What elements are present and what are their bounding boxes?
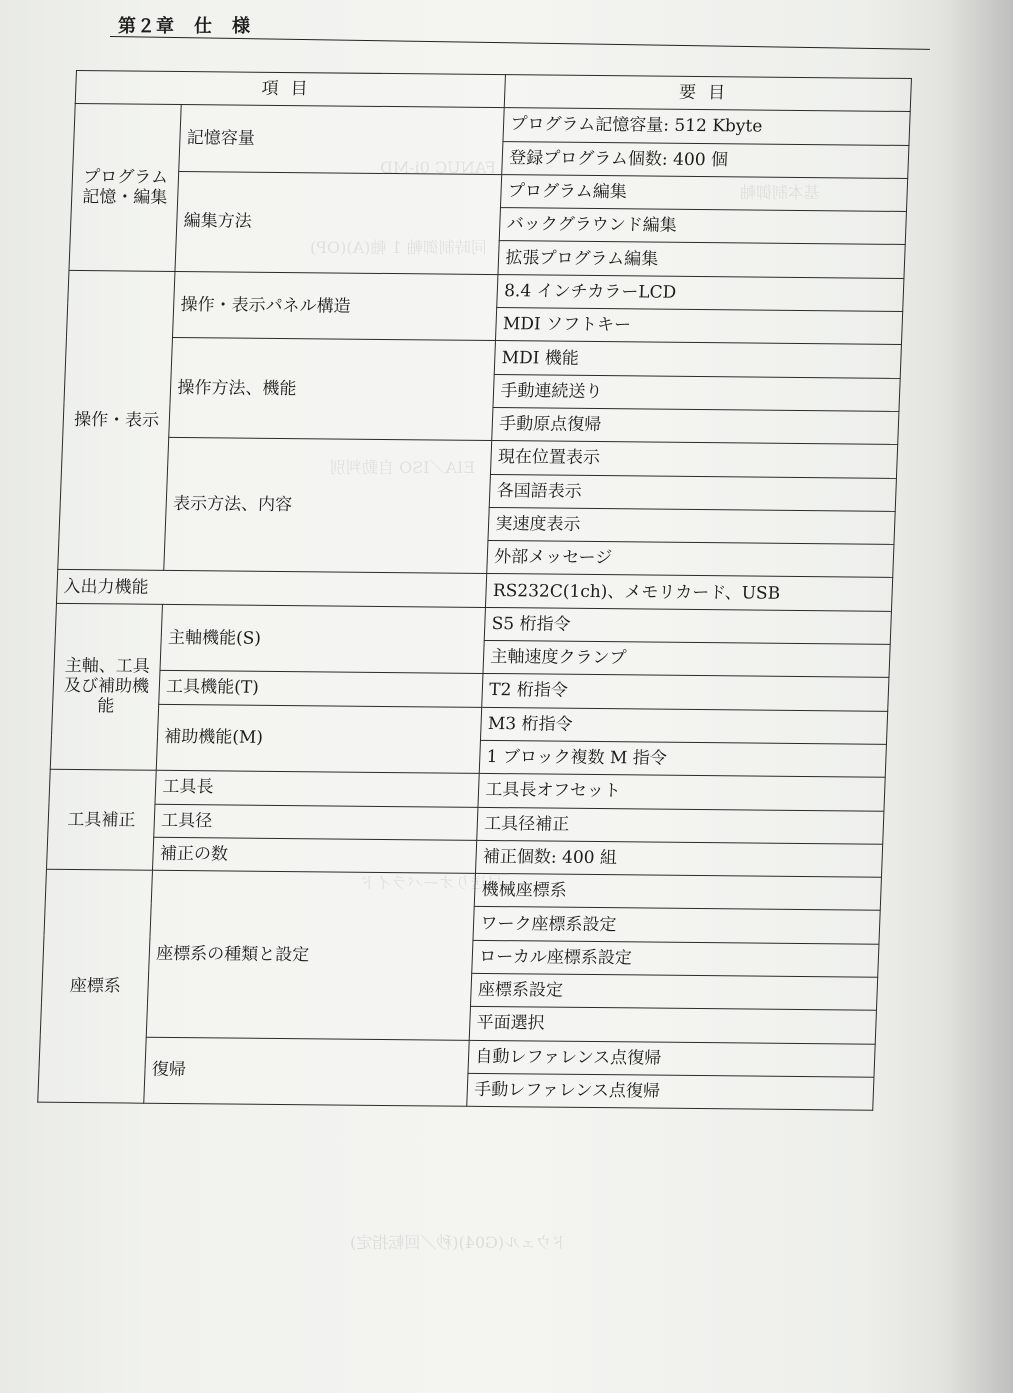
sub-display: 表示方法、内容 [164, 438, 492, 574]
table-row [55, 603, 891, 644]
sub-edit-method: 編集方法 [175, 171, 502, 274]
table-row [51, 703, 887, 744]
detail-prog-edit: プログラム編集 [501, 174, 908, 211]
sub-op-method: 操作方法、機能 [169, 338, 496, 441]
detail-auto-ref: 自動レファレンス点復帰 [468, 1040, 875, 1077]
detail-t2: T2 桁指令 [482, 674, 889, 711]
sub-spindle-s: 主軸機能(S) [160, 604, 486, 674]
detail-manual-ref: 手動レファレンス点復帰 [467, 1073, 874, 1110]
category-program: プログラム記憶・編集 [69, 104, 182, 271]
detail-mem-capacity: プログラム記憶容量: 512 Kbyte [503, 108, 910, 145]
table-row [61, 437, 897, 478]
table-row [45, 869, 881, 910]
sub-panel: 操作・表示パネル構造 [173, 271, 499, 341]
bleed-through-text: 早送りオーバライド [360, 873, 503, 892]
detail-coord-set: 座標系設定 [471, 973, 878, 1010]
detail-mdi-func: MDI 機能 [495, 341, 902, 378]
sub-return: 復帰 [144, 1037, 470, 1107]
detail-local-coord: ローカル座標系設定 [472, 940, 879, 977]
detail-lang-disp: 各国語表示 [490, 474, 897, 511]
detail-clamp: 主軸速度クランプ [483, 640, 890, 677]
detail-multi-m: 1 ブロック複数 M 指令 [480, 740, 887, 777]
detail-pos-disp: 現在位置表示 [491, 441, 898, 478]
detail-m3: M3 桁指令 [481, 707, 888, 744]
bleed-through-text: 同時制御軸 1 軸(A)(OP) [310, 238, 487, 257]
detail-len-offset: 工具長オフセット [478, 774, 885, 811]
sub-coord-types: 座標系の種類と設定 [147, 870, 476, 1040]
category-spindle: 主軸、工具及び補助機能 [50, 603, 163, 770]
detail-ext-edit: 拡張プログラム編集 [498, 241, 905, 278]
category-tool-comp: 工具補正 [46, 770, 156, 871]
table-row [71, 170, 907, 211]
sub-memory: 記憶容量 [179, 105, 505, 175]
detail-machine-coord: 機械座標系 [475, 873, 882, 910]
sub-comp-count: 補正の数 [153, 837, 477, 873]
chapter-header: 第２章 仕 様 [118, 16, 251, 37]
sub-tool-dia: 工具径 [154, 804, 478, 840]
bleed-through-text: 基本制御軸 [740, 183, 821, 202]
detail-ext-msg: 外部メッセージ [487, 541, 894, 578]
bleed-through-text: EIA／ISO 自動判別 [330, 458, 476, 477]
spine-shadow [943, 0, 1013, 1393]
bleed-through-text: FANUC 0i-MD [380, 158, 496, 177]
sub-aux-m: 補助機能(M) [157, 704, 483, 774]
detail-lcd: 8.4 インチカラーLCD [497, 274, 904, 311]
detail-mdi-soft: MDI ソフトキー [496, 308, 903, 345]
category-io: 入出力機能 [56, 570, 487, 607]
sub-tool-t: 工具機能(T) [159, 671, 483, 707]
detail-plane-sel: 平面選択 [470, 1007, 877, 1044]
table-row [39, 1036, 875, 1077]
detail-io-spec: RS232C(1ch)、メモリカード、USB [486, 574, 893, 611]
col-header-item: 項目 [75, 71, 506, 108]
category-operation: 操作・表示 [58, 270, 176, 571]
spec-table [37, 70, 912, 1111]
detail-dia-comp: 工具径補正 [477, 807, 884, 844]
detail-work-coord: ワーク座標系設定 [473, 907, 880, 944]
table-row [74, 104, 910, 145]
sub-tool-len: 工具長 [155, 771, 479, 807]
category-coord: 座標系 [38, 869, 153, 1103]
detail-speed-disp: 実速度表示 [488, 507, 895, 544]
detail-jog: 手動連続送り [493, 374, 900, 411]
detail-bg-edit: バックグラウンド編集 [500, 208, 907, 245]
bleed-through-text: ドウェル(G04)(秒／回転指定) [350, 1233, 568, 1252]
table-row [65, 337, 901, 378]
detail-prog-count: 登録プログラム個数: 400 個 [502, 141, 909, 178]
table-row [68, 270, 904, 311]
detail-manual-home: 手動原点復帰 [492, 407, 899, 444]
detail-comp-sets: 補正個数: 400 組 [476, 840, 883, 877]
col-header-spec: 要目 [505, 75, 912, 112]
detail-s5: S5 桁指令 [485, 607, 892, 644]
